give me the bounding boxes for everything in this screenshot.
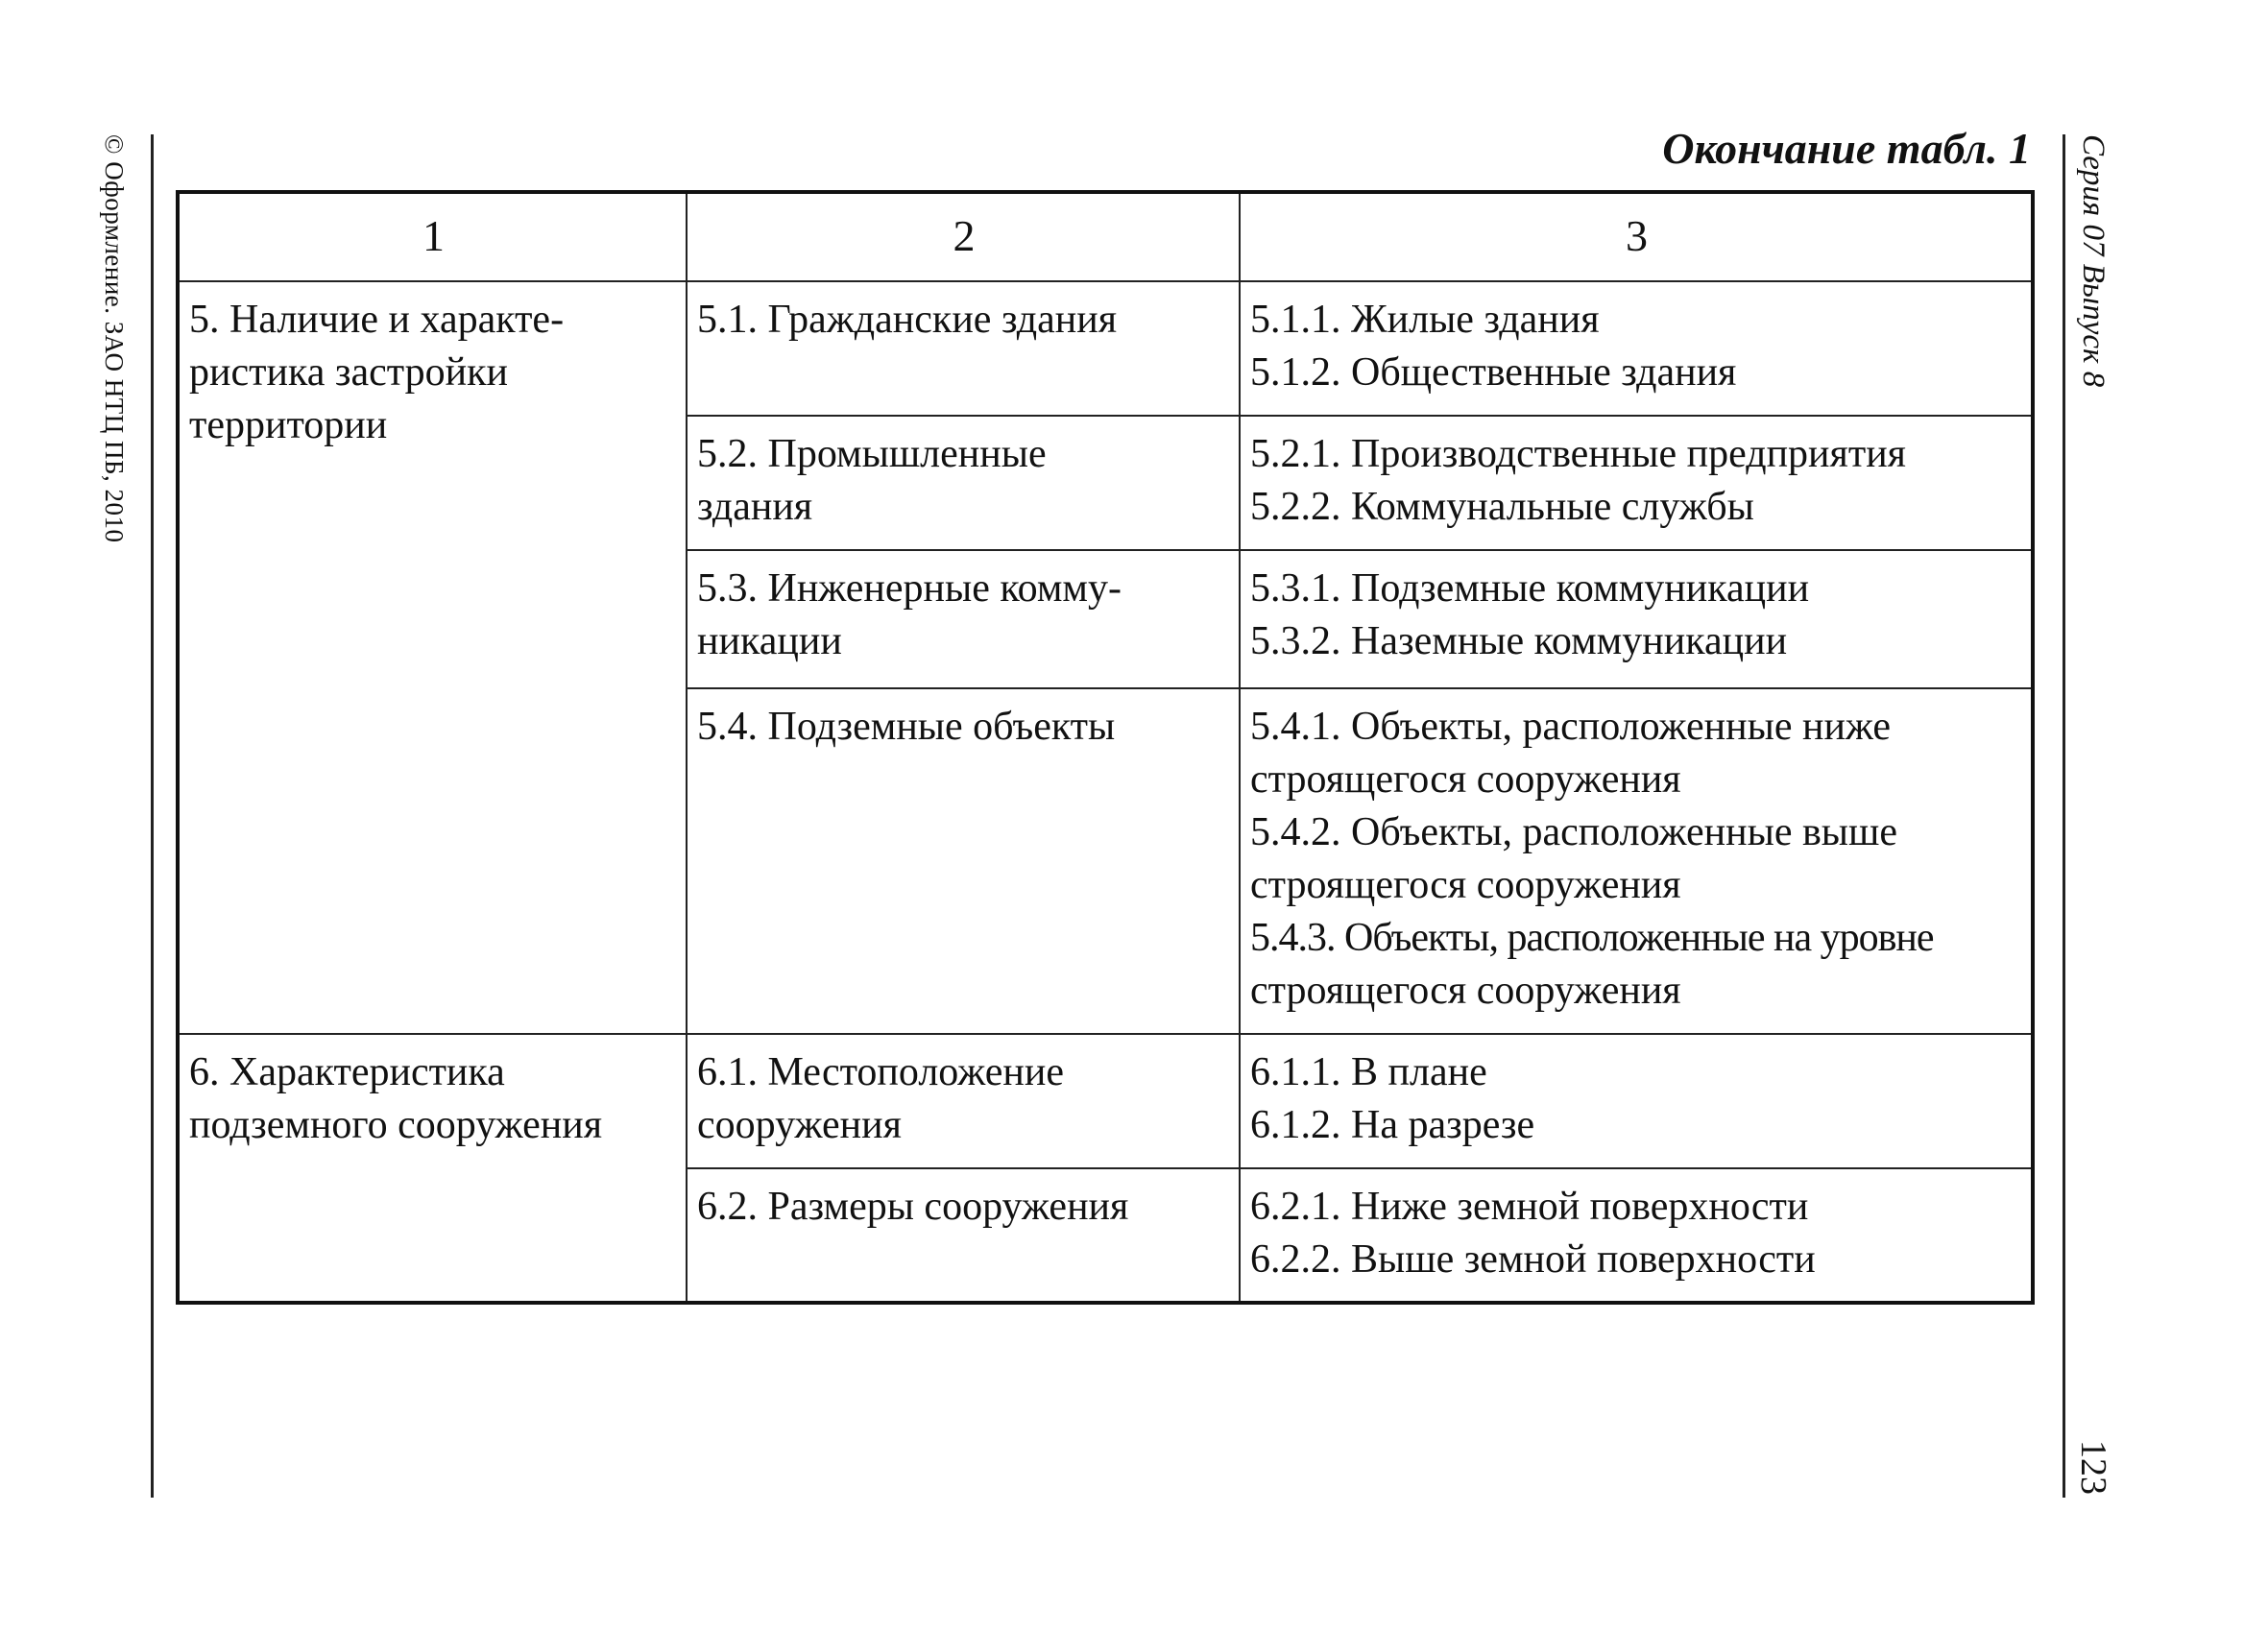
subcategory-cell bbox=[687, 1168, 1240, 1303]
classification-table bbox=[176, 190, 2035, 1305]
subcategory-line: 6.1. Местоположение bbox=[697, 1050, 1064, 1094]
subcategory-line: 6.2. Размеры сооружения bbox=[697, 1185, 1129, 1229]
subcategory-line: сооружения bbox=[697, 1103, 902, 1147]
subcategory-line: здания bbox=[697, 485, 813, 529]
items-cell bbox=[1240, 1034, 2033, 1168]
column-header: 3 bbox=[1240, 192, 2033, 281]
subcategory-cell bbox=[687, 416, 1240, 550]
subcategory-line: 5.1. Гражданские здания bbox=[697, 298, 1118, 342]
item-line: 6.2.1. Ниже земной поверхности bbox=[1250, 1185, 1809, 1229]
series-label: Серия 07 Выпуск 8 bbox=[2076, 134, 2111, 388]
items-cell bbox=[1240, 688, 2033, 1034]
item-line: 5.1.1. Жилые здания bbox=[1250, 298, 1600, 342]
column-header: 2 bbox=[687, 192, 1240, 281]
items-cell bbox=[1240, 281, 2033, 416]
category-line: 6. Характеристика bbox=[189, 1050, 505, 1094]
right-margin-rule bbox=[2063, 134, 2065, 1498]
items-cell bbox=[1240, 416, 2033, 550]
item-line: 5.2.2. Коммунальные службы bbox=[1250, 485, 1754, 529]
table-row bbox=[178, 281, 2033, 416]
page-number: 123 bbox=[2073, 1440, 2113, 1495]
item-line: 5.2.1. Производственные предприятия bbox=[1250, 432, 1906, 476]
subcategory-cell bbox=[687, 550, 1240, 688]
items-cell bbox=[1240, 1168, 2033, 1303]
item-line: 5.3.2. Наземные коммуникации bbox=[1250, 619, 1788, 663]
left-margin-rule bbox=[151, 134, 154, 1498]
item-line: 5.1.2. Общественные здания bbox=[1250, 350, 1737, 395]
item-line: 6.2.2. Выше земной поверхности bbox=[1250, 1237, 1816, 1282]
category-cell bbox=[178, 1034, 687, 1303]
category-cell bbox=[178, 281, 687, 1034]
category-line: территории bbox=[189, 403, 388, 447]
subcategory-cell bbox=[687, 281, 1240, 416]
table-caption: Окончание табл. 1 bbox=[1662, 124, 2031, 173]
item-line: 5.4.1. Объекты, расположенные ниже bbox=[1250, 705, 1892, 749]
item-line: 5.4.2. Объекты, расположенные выше bbox=[1250, 810, 1898, 854]
item-line: 6.1.1. В плане bbox=[1250, 1050, 1487, 1094]
item-line: строящегося сооружения bbox=[1250, 969, 1681, 1013]
copyright-note: © Оформление. ЗАО НТЦ ПБ, 2010 bbox=[100, 134, 129, 543]
table-row bbox=[178, 1034, 2033, 1168]
item-line: 5.3.1. Подземные коммуникации bbox=[1250, 566, 1810, 611]
column-header: 1 bbox=[178, 192, 687, 281]
item-line: строящегося сооружения bbox=[1250, 863, 1681, 907]
subcategory-line: 5.4. Подземные объекты bbox=[697, 705, 1116, 749]
subcategory-line: 5.3. Инженерные комму- bbox=[697, 566, 1122, 611]
item-line: строящегося сооружения bbox=[1250, 757, 1681, 802]
category-line: 5. Наличие и характе- bbox=[189, 298, 565, 342]
category-line: подземного сооружения bbox=[189, 1103, 603, 1147]
item-line: 5.4.3. Объекты, расположенные на уровне bbox=[1250, 916, 1934, 960]
items-cell bbox=[1240, 550, 2033, 688]
subcategory-line: никации bbox=[697, 619, 842, 663]
table-header-row bbox=[178, 192, 2033, 281]
subcategory-cell bbox=[687, 1034, 1240, 1168]
subcategory-line: 5.2. Промышленные bbox=[697, 432, 1047, 476]
item-line: 6.1.2. На разрезе bbox=[1250, 1103, 1535, 1147]
subcategory-cell bbox=[687, 688, 1240, 1034]
category-line: ристика застройки bbox=[189, 350, 508, 395]
